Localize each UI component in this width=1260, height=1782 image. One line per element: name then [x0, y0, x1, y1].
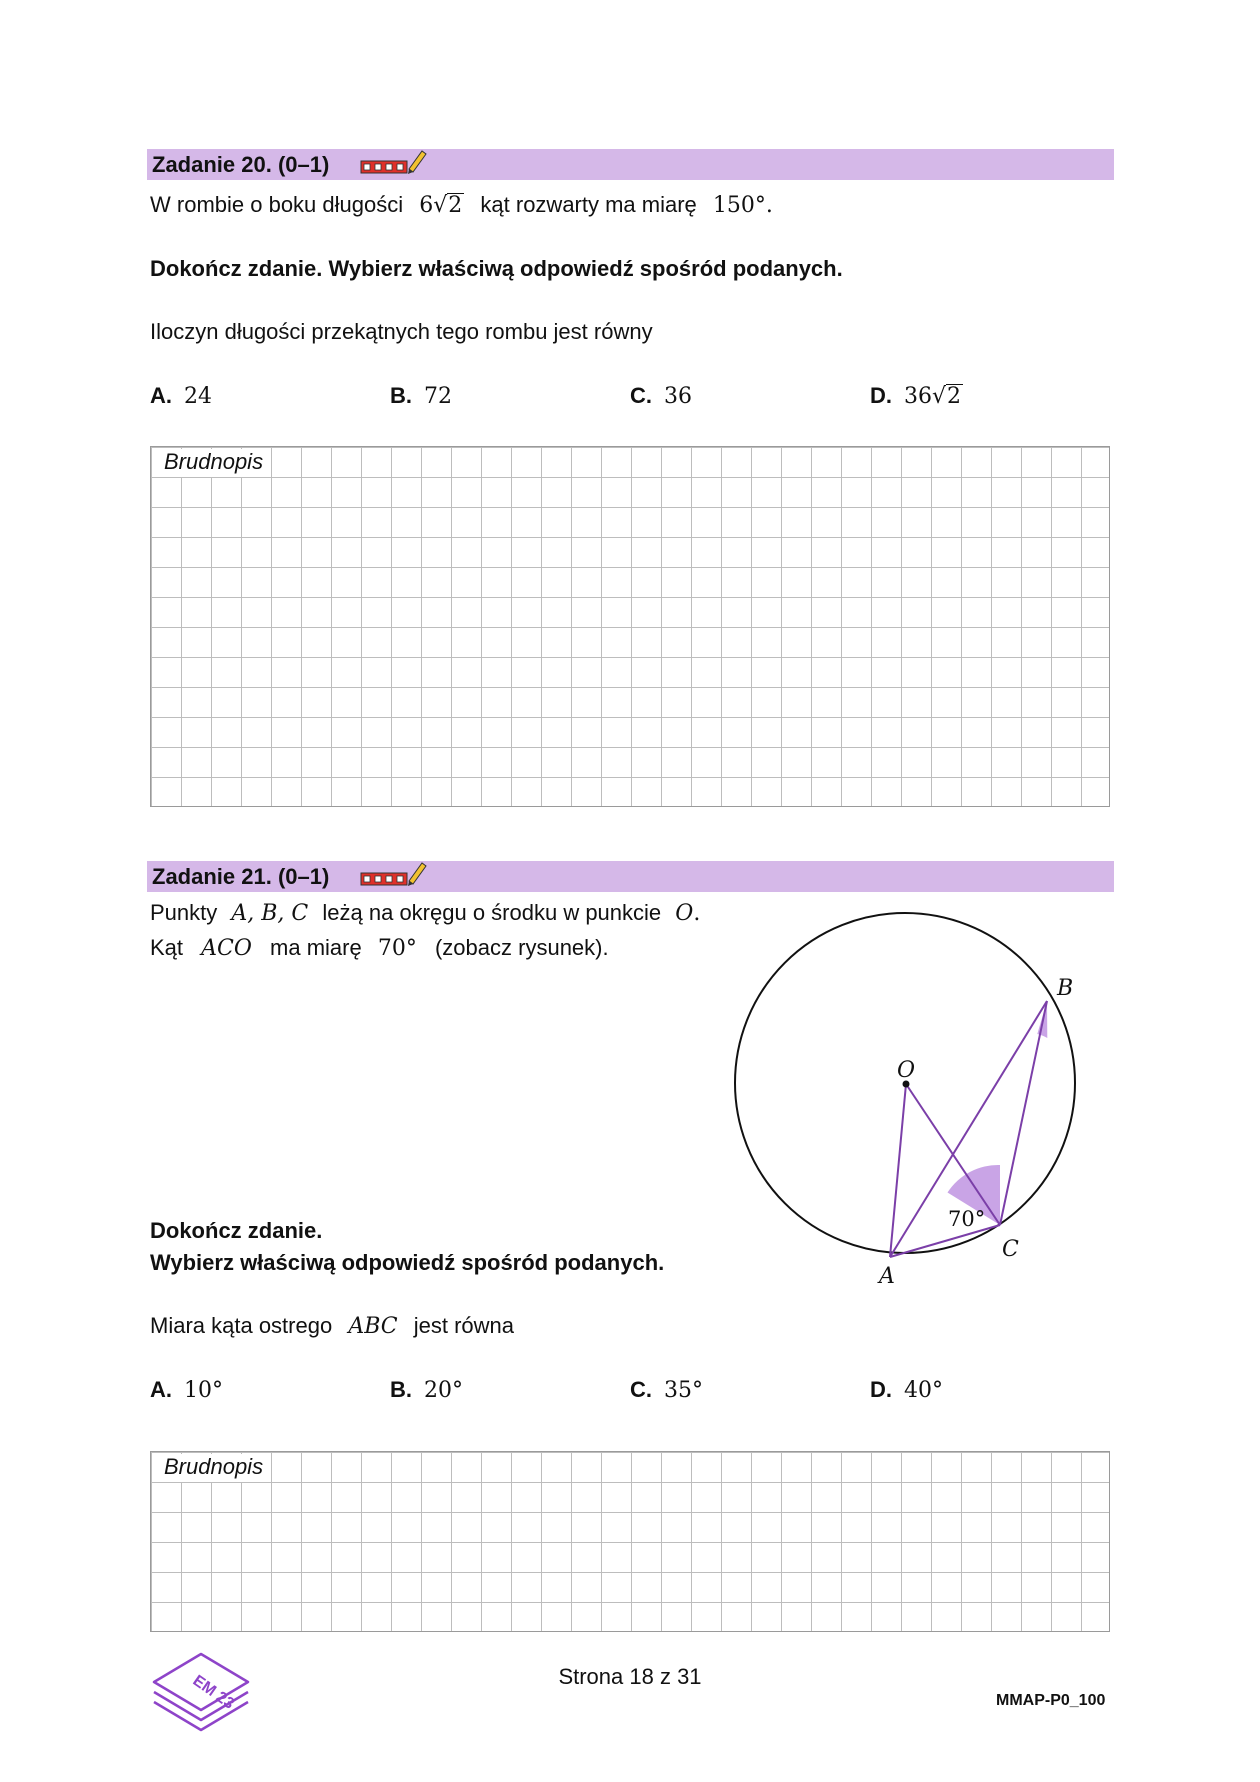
task20-option-d[interactable]: [870, 383, 963, 409]
label-a: A: [879, 1264, 895, 1289]
label-c: C: [1002, 1237, 1019, 1262]
task20-option-c[interactable]: [630, 383, 692, 409]
task20-side-rad: 2: [448, 193, 463, 218]
difficulty-pencil-icon: [359, 861, 431, 891]
label-angle-70: 70°: [948, 1207, 986, 1231]
task21-points: A, B, C: [231, 901, 309, 926]
option-value-coef: 36: [904, 384, 932, 409]
page-number: Strona 18 z 31: [558, 1664, 702, 1689]
task21-question-angle: ABC: [348, 1314, 398, 1339]
task20-draft-label: Brudnopis: [164, 449, 267, 477]
task21-angle-value: 70°: [377, 936, 417, 961]
task20-option-a[interactable]: [150, 383, 212, 409]
option-value: 36√2: [904, 384, 962, 409]
task21-center: O: [675, 901, 694, 926]
option-value: 36: [664, 384, 692, 409]
option-letter: A.: [150, 1377, 172, 1402]
task21-draft-grid[interactable]: [150, 1451, 1110, 1632]
task21-angle-name: ACO: [201, 936, 252, 961]
task20-option-b[interactable]: [390, 383, 452, 409]
task21-header: [147, 861, 1114, 892]
option-value: 72: [424, 384, 452, 409]
task20-draft-grid[interactable]: [150, 446, 1110, 807]
task21-instruction2: Wybierz właściwą odpowiedź spośród podanych.: [150, 1250, 665, 1275]
option-value: 24: [184, 384, 212, 409]
task21-line1-middle: leżą na okręgu o środku w punkcie: [322, 900, 662, 925]
option-letter: D.: [870, 1377, 892, 1402]
option-value: 10°: [184, 1378, 223, 1403]
exam-code: MMAP-P0_100: [996, 1692, 1106, 1709]
option-letter: B.: [390, 383, 412, 408]
task20-angle: 150°.: [712, 193, 773, 218]
task20-header: [147, 149, 1114, 180]
option-value: 35°: [664, 1378, 703, 1403]
option-letter: D.: [870, 383, 892, 408]
task21-question-prefix: Miara kąta ostrego: [150, 1313, 333, 1338]
task21-option-a[interactable]: [150, 1377, 223, 1403]
task21-instruction1: Dokończ zdanie.: [150, 1218, 323, 1243]
segment-bc: [1000, 1001, 1047, 1225]
option-letter: C.: [630, 383, 652, 408]
task21-line1: [150, 900, 700, 926]
task21-option-b[interactable]: [390, 1377, 463, 1403]
option-letter: A.: [150, 383, 172, 408]
difficulty-pencil-icon: [359, 149, 431, 179]
label-o: O: [897, 1058, 916, 1083]
logo-text: EM 23: [189, 1672, 238, 1713]
task20-stem: [150, 192, 773, 218]
task21-title: Zadanie 21. (0–1): [152, 864, 330, 889]
task20-title: Zadanie 20. (0–1): [152, 152, 330, 177]
option-value-rad: 2: [947, 384, 962, 409]
task21-figure: [720, 905, 1100, 1295]
task20-side-coef: 6: [419, 193, 434, 218]
task20-side-length: 6√2: [419, 193, 463, 218]
task20-stem-middle: kąt rozwarty ma miarę: [480, 192, 697, 217]
task21-option-c[interactable]: [630, 1377, 703, 1403]
option-letter: B.: [390, 1377, 412, 1402]
task20-question: Iloczyn długości przekątnych tego rombu jest równy: [150, 319, 653, 344]
task21-option-d[interactable]: [870, 1377, 943, 1403]
task21-line2: [150, 935, 609, 961]
option-letter: C.: [630, 1377, 652, 1402]
task21-draft-label: Brudnopis: [164, 1454, 267, 1482]
option-value: 20°: [424, 1378, 463, 1403]
task21-question-suffix: jest równa: [413, 1313, 515, 1338]
task21-line2-prefix: Kąt: [150, 935, 184, 960]
task21-line1-end: .: [693, 901, 701, 926]
task21-line1-prefix: Punkty: [150, 900, 218, 925]
label-b: B: [1057, 976, 1074, 1001]
task21-line2-end: (zobacz rysunek).: [434, 935, 609, 960]
segment-oa: [890, 1084, 906, 1257]
task21-line2-middle: ma miarę: [270, 935, 362, 960]
option-value: 40°: [904, 1378, 943, 1403]
task21-question: [150, 1313, 514, 1339]
task20-instruction: Dokończ zdanie. Wybierz właściwą odpowiedź spośród podanych.: [150, 256, 843, 281]
task20-stem-prefix: W rombie o boku długości: [150, 192, 404, 217]
